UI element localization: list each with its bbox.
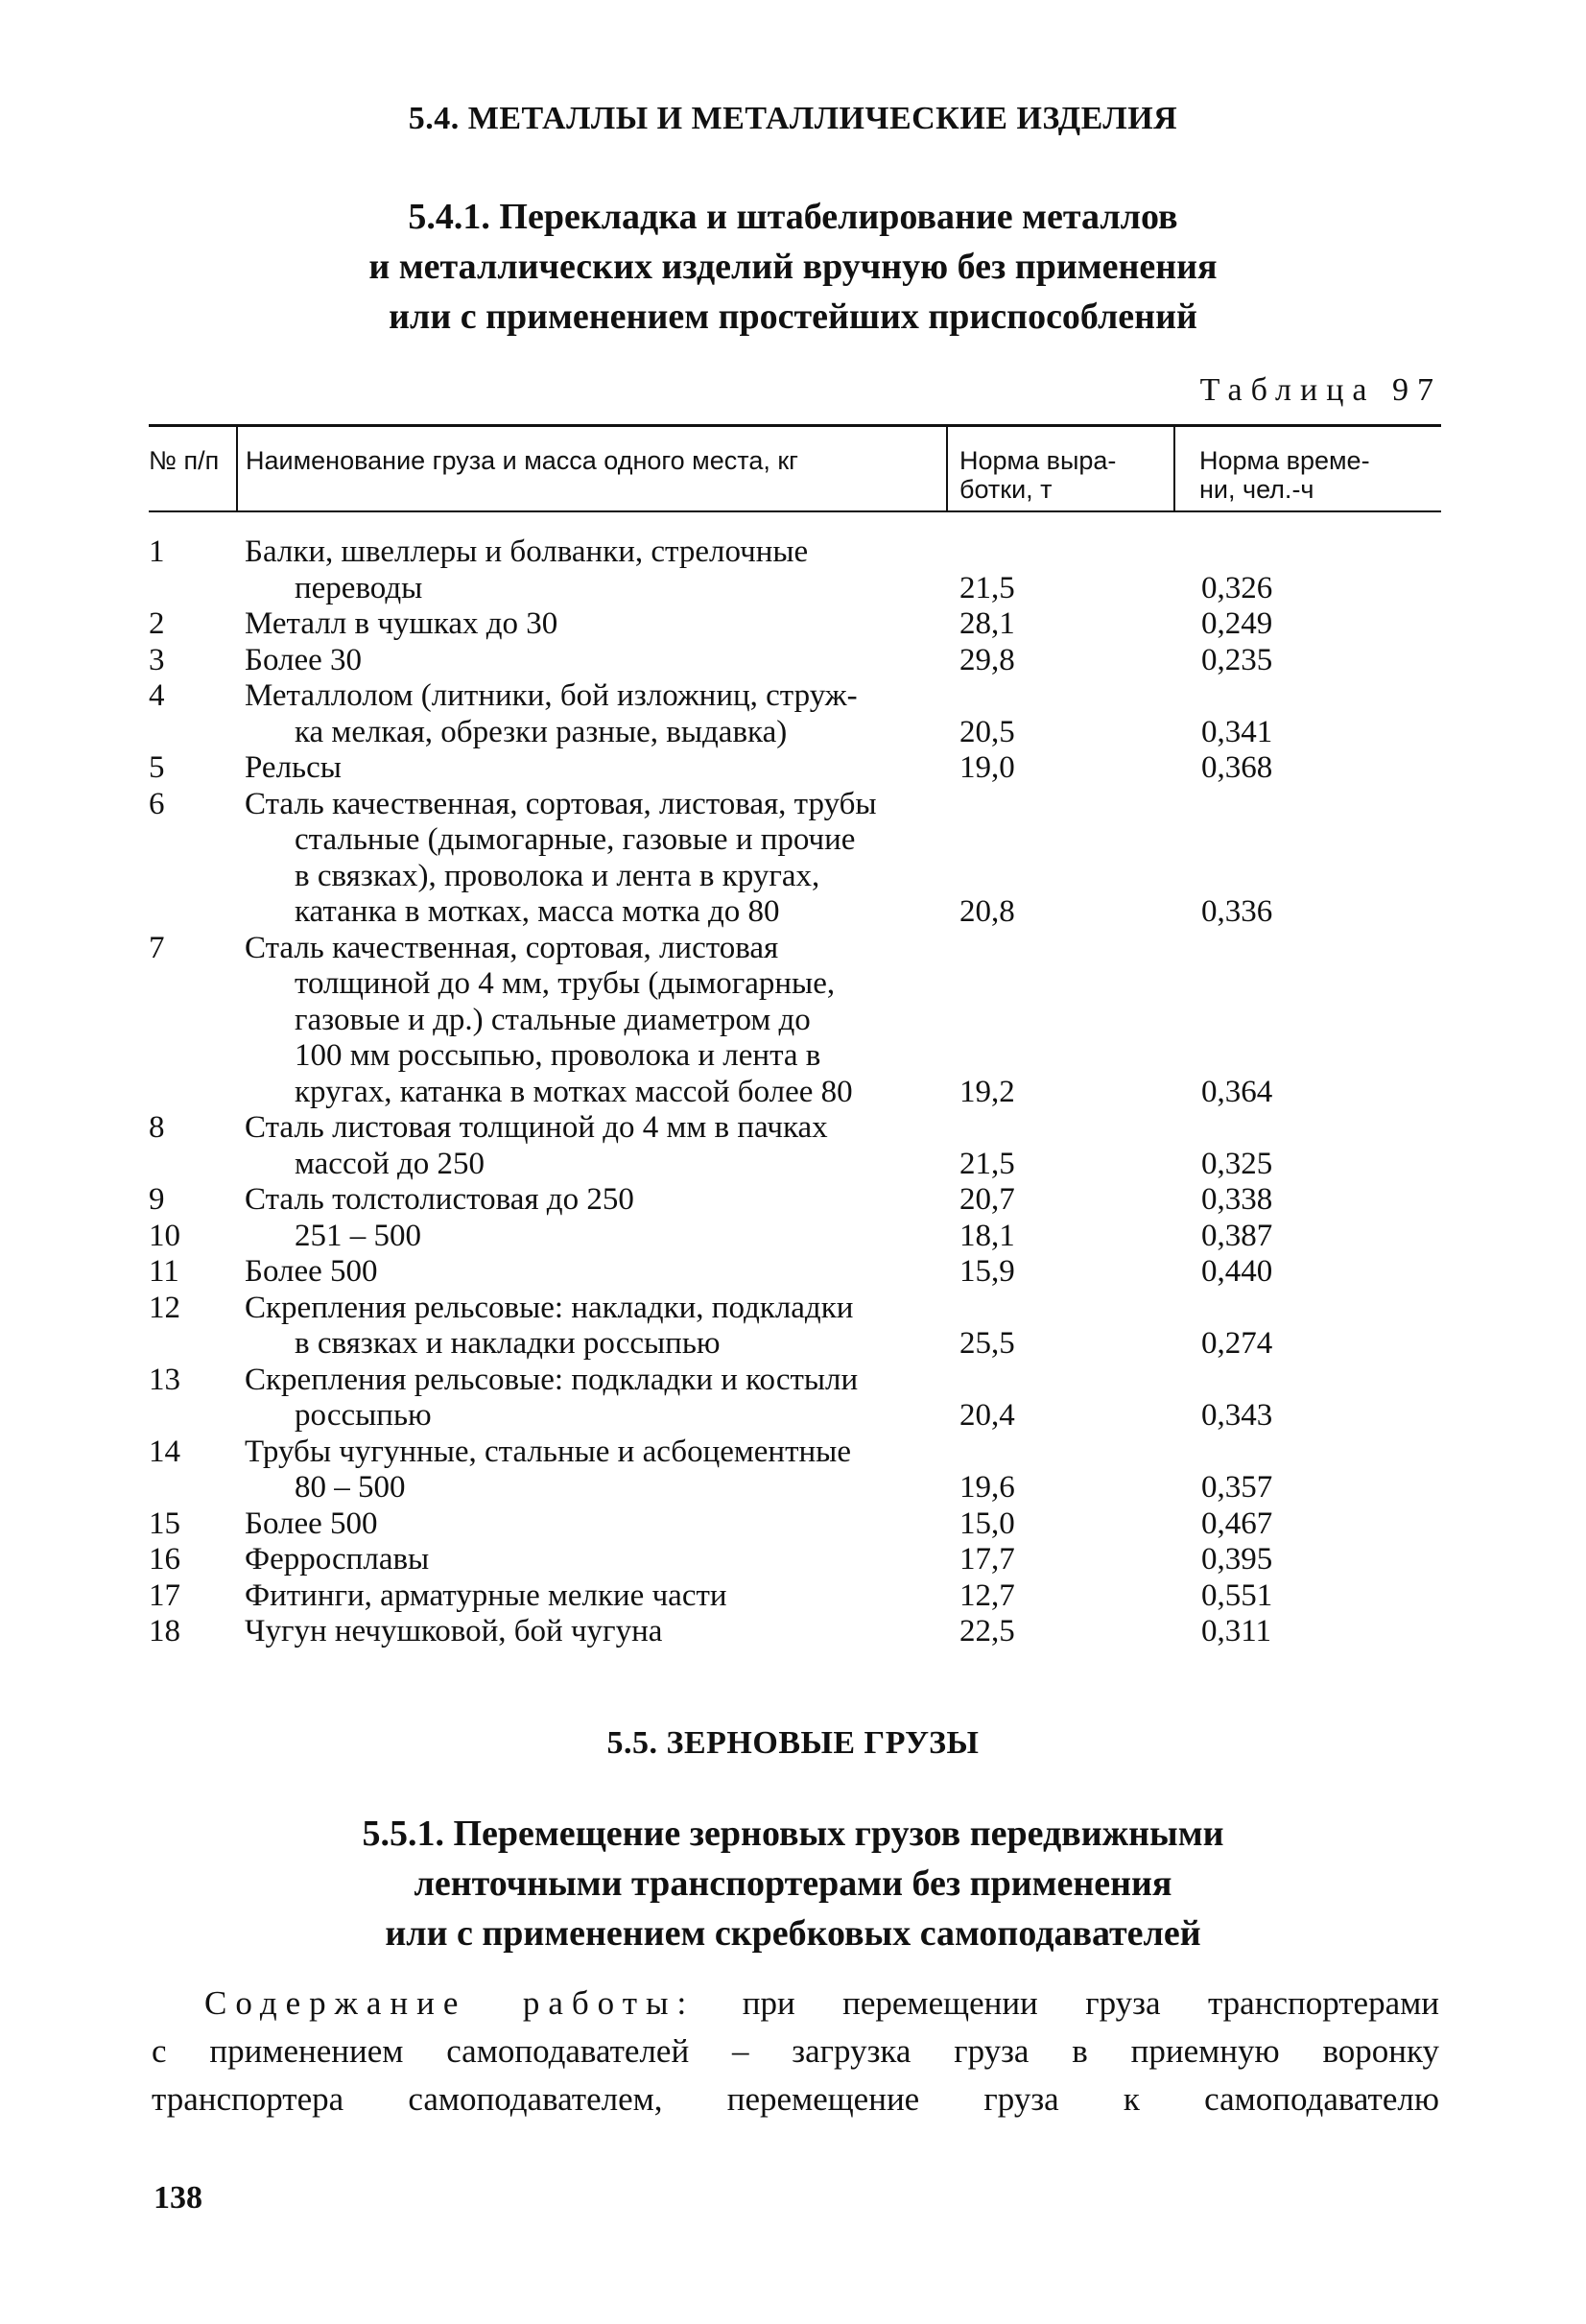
- row-description-line: Рельсы: [245, 750, 342, 785]
- row-description-line: кругах, катанка в мотках массой более 80: [295, 1074, 853, 1109]
- row-output-norm: 15,9: [959, 1254, 1015, 1289]
- row-time-norm: 0,387: [1201, 1218, 1273, 1253]
- row-time-norm: 0,235: [1201, 642, 1273, 677]
- row-output-norm: 19,0: [959, 750, 1015, 785]
- row-output-norm: 22,5: [959, 1614, 1015, 1648]
- row-description-line: Ферросплавы: [245, 1542, 430, 1577]
- row-description-line: толщиной до 4 мм, трубы (дымогарные,: [295, 966, 836, 1001]
- row-description-line: Сталь толстолистовая до 250: [245, 1182, 634, 1217]
- table-row: [149, 534, 1441, 606]
- table-row: [149, 1110, 1441, 1182]
- row-time-norm: 0,336: [1201, 894, 1273, 929]
- row-output-norm: 12,7: [959, 1577, 1015, 1613]
- row-time-norm: 0,311: [1201, 1614, 1272, 1648]
- work-content-text: при перемещении груза транспортерами: [742, 1984, 1439, 2022]
- row-time-norm: 0,326: [1201, 570, 1273, 605]
- work-content-label: Содержание работы:: [204, 1984, 696, 2022]
- row-time-norm: 0,364: [1201, 1074, 1273, 1109]
- table-row: [149, 1291, 1441, 1363]
- row-number: 6: [149, 786, 165, 821]
- row-output-norm: 20,5: [959, 714, 1015, 749]
- row-output-norm: 15,0: [959, 1506, 1015, 1541]
- row-description-line: массой до 250: [295, 1146, 485, 1181]
- row-description-line: Трубы чугунные, стальные и асбоцементные: [245, 1434, 851, 1469]
- row-description-line: Более 500: [245, 1254, 378, 1289]
- row-time-norm: 0,395: [1201, 1542, 1273, 1577]
- row-time-norm: 0,357: [1201, 1470, 1273, 1505]
- table-header-norm-line: ботки, т: [959, 475, 1053, 504]
- row-description-line: россыпью: [295, 1398, 432, 1433]
- section-title-grain: 5.5. ЗЕРНОВЫЕ ГРУЗЫ: [606, 1725, 980, 1761]
- subsection-title-line: 5.5.1. Перемещение зерновых грузов передвижными: [362, 1814, 1224, 1854]
- row-description-line: стальные (дымогарные, газовые и прочие: [295, 822, 856, 857]
- table-header-time-line: Норма време-: [1199, 446, 1370, 475]
- row-description-line: переводы: [295, 570, 423, 605]
- row-description-line: газовые и др.) стальные диаметром до: [295, 1002, 811, 1037]
- table-row: [149, 643, 1441, 679]
- page-number: 138: [154, 2180, 202, 2216]
- subsection-title-line: или с применением скребковых самоподавателей: [385, 1913, 1201, 1954]
- table-header-num: № п/п: [149, 446, 220, 475]
- row-number: 16: [149, 1542, 180, 1577]
- row-number: 12: [149, 1290, 180, 1325]
- row-output-norm: 21,5: [959, 570, 1015, 605]
- row-description-line: Сталь листовая толщиной до 4 мм в пачках: [245, 1110, 828, 1145]
- subsection-title-line: или с применением простейших приспособлений: [389, 296, 1197, 337]
- row-output-norm: 17,7: [959, 1542, 1015, 1577]
- table-label: Таблица 97: [1199, 372, 1442, 408]
- row-number: 7: [149, 930, 165, 965]
- row-output-norm: 20,7: [959, 1182, 1015, 1217]
- row-output-norm: 20,8: [959, 894, 1015, 929]
- row-output-norm: 21,5: [959, 1146, 1015, 1181]
- row-number: 14: [149, 1434, 180, 1469]
- table-row: [149, 1578, 1441, 1615]
- table-header-name: Наименование груза и масса одного места, кг: [246, 446, 799, 475]
- row-description-line: Скрепления рельсовые: накладки, подкладки: [245, 1290, 854, 1325]
- row-number: 2: [149, 606, 165, 641]
- row-description-line: Фитинги, арматурные мелкие части: [245, 1577, 727, 1613]
- row-description-line: в связках), проволока и лента в кругах,: [295, 858, 820, 893]
- table-header-norm: [959, 446, 1116, 504]
- row-description-line: Металлолом (литники, бой изложниц, струж-: [245, 678, 858, 713]
- row-number: 18: [149, 1614, 180, 1648]
- table-col-divider: [946, 426, 948, 512]
- row-number: 5: [149, 750, 165, 785]
- row-number: 17: [149, 1577, 180, 1613]
- row-output-norm: 19,6: [959, 1470, 1015, 1505]
- row-time-norm: 0,341: [1201, 714, 1273, 749]
- row-number: 11: [149, 1254, 179, 1289]
- row-number: 15: [149, 1506, 180, 1541]
- table-body: [149, 534, 1441, 1650]
- work-content-line: [152, 1980, 1439, 2028]
- row-number: 10: [149, 1218, 180, 1253]
- section-title-metals: 5.4. МЕТАЛЛЫ И МЕТАЛЛИЧЕСКИЕ ИЗДЕЛИЯ: [408, 101, 1178, 136]
- table-row: [149, 606, 1441, 643]
- table-row: [149, 931, 1441, 1111]
- subsection-title-metals: [0, 192, 1586, 342]
- table-top-rule: [149, 424, 1441, 427]
- table-row: [149, 1254, 1441, 1291]
- row-number: 4: [149, 678, 165, 713]
- row-description-line: Более 30: [245, 642, 363, 677]
- row-description-line: Металл в чушках до 30: [245, 606, 558, 641]
- table-col-divider: [1173, 426, 1175, 512]
- subsection-title-line: 5.4.1. Перекладка и штабелирование металлов: [408, 197, 1178, 237]
- work-content-line: с применением самоподавателей – загрузка груза в приемную воронку: [152, 2032, 1439, 2070]
- table-row: [149, 1219, 1441, 1255]
- row-number: 1: [149, 534, 165, 569]
- row-description-line: Сталь качественная, сортовая, листовая: [245, 930, 779, 965]
- table-row: [149, 1435, 1441, 1506]
- row-number: 9: [149, 1182, 165, 1217]
- row-description-line: 80 – 500: [295, 1470, 406, 1505]
- row-output-norm: 18,1: [959, 1218, 1015, 1253]
- row-description-line: 251 – 500: [295, 1218, 421, 1253]
- table-header-bottom-rule: [149, 510, 1441, 512]
- row-description-line: ка мелкая, обрезки разные, выдавка): [295, 714, 788, 749]
- row-description-line: Балки, швеллеры и болванки, стрелочные: [245, 534, 809, 569]
- row-description-line: катанка в мотках, масса мотка до 80: [295, 894, 780, 929]
- table-header-time: [1199, 446, 1370, 504]
- row-output-norm: 19,2: [959, 1074, 1015, 1109]
- row-output-norm: 25,5: [959, 1326, 1015, 1361]
- row-number: 3: [149, 642, 165, 677]
- table-row: [149, 1363, 1441, 1435]
- row-description-line: Более 500: [245, 1506, 378, 1541]
- row-time-norm: 0,325: [1201, 1146, 1273, 1181]
- row-time-norm: 0,343: [1201, 1398, 1273, 1433]
- table-header-time-line: ни, чел.-ч: [1199, 475, 1314, 504]
- table-row: [149, 1182, 1441, 1219]
- row-time-norm: 0,274: [1201, 1326, 1273, 1361]
- row-description-line: Скрепления рельсовые: подкладки и костыли: [245, 1362, 859, 1397]
- work-content-paragraph: [152, 1980, 1439, 2123]
- row-time-norm: 0,338: [1201, 1182, 1273, 1217]
- table-row: [149, 1542, 1441, 1578]
- row-number: 8: [149, 1110, 165, 1145]
- table-row: [149, 678, 1441, 750]
- subsection-title-line: ленточными транспортерами без применения: [414, 1863, 1172, 1904]
- row-description-line: в связках и накладки россыпью: [295, 1326, 721, 1361]
- subsection-title-grain: [0, 1809, 1586, 1958]
- row-output-norm: 29,8: [959, 642, 1015, 677]
- row-description-line: 100 мм россыпью, проволока и лента в: [295, 1038, 821, 1073]
- table-row: [149, 1506, 1441, 1543]
- table-row: [149, 787, 1441, 931]
- table-row: [149, 750, 1441, 787]
- table-col-divider: [236, 426, 238, 512]
- subsection-title-line: и металлических изделий вручную без применения: [368, 247, 1218, 287]
- row-number: 13: [149, 1362, 180, 1397]
- row-time-norm: 0,551: [1201, 1577, 1273, 1613]
- row-time-norm: 0,467: [1201, 1506, 1273, 1541]
- row-description-line: Сталь качественная, сортовая, листовая, трубы: [245, 786, 877, 821]
- row-time-norm: 0,440: [1201, 1254, 1273, 1289]
- table-header-norm-line: Норма выра-: [959, 446, 1117, 475]
- row-output-norm: 28,1: [959, 606, 1015, 641]
- row-time-norm: 0,249: [1201, 606, 1273, 641]
- work-content-line: транспортера самоподавателем, перемещение груза к самоподавателю: [152, 2080, 1439, 2118]
- row-output-norm: 20,4: [959, 1398, 1015, 1433]
- row-time-norm: 0,368: [1201, 750, 1273, 785]
- row-description-line: Чугун нечушковой, бой чугуна: [245, 1614, 663, 1648]
- table-row: [149, 1614, 1441, 1650]
